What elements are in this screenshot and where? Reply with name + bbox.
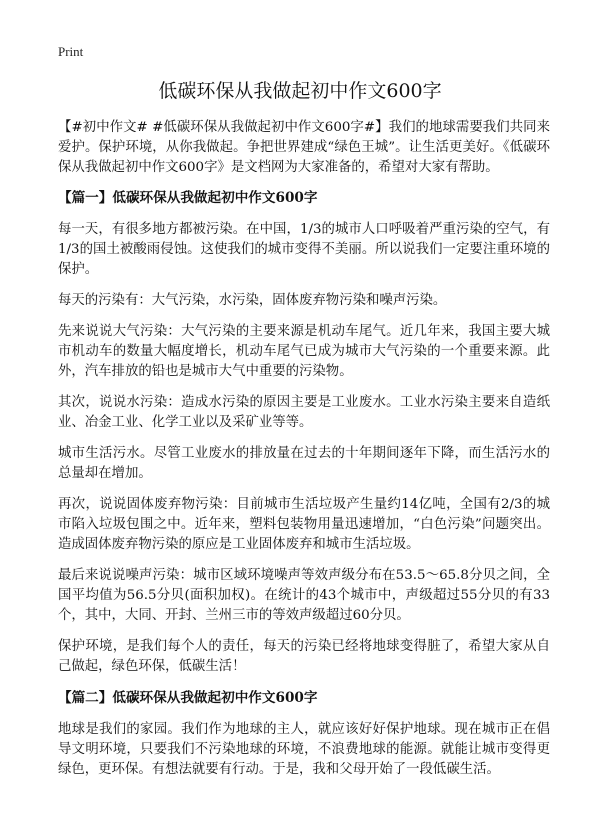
section-1-heading: 【篇一】低碳环保从我做起初中作文600字 — [58, 190, 318, 206]
section-1-paragraph-4: 其次，说说水污染：造成水污染的原因主要是工业废水。工业水污染主要来自造纸业、冶金工业、化学工业以及采矿业等等。 — [58, 395, 550, 430]
section-1-paragraph-3: 先来说说大气污染：大气污染的主要来源是机动车尾气。近几年来，我国主要大城市机动车的数量大幅度增长，机动车尾气已成为城市大气污染的一个重要来源。此外，汽车排放的铅也是城市大气中重要的污染物。 — [58, 324, 550, 379]
document-title: 低碳环保从我做起初中作文600字 — [158, 80, 442, 102]
section-1-paragraph-5: 城市生活污水。尽管工业废水的排放量在过去的十年期间逐年下降，而生活污水的总量却在增加。 — [58, 446, 550, 481]
section-1-paragraph-2: 每天的污染有：大气污染，水污染，固体废弃物污染和噪声污染。 — [58, 293, 447, 308]
section-1-paragraph-6: 再次，说说固体废弃物污染：目前城市生活垃圾产生量约14亿吨，全国有2/3的城市陷入垃圾包围之中。近年来，塑料包装物用量迅速增加，“白色污染”问题突出。造成固体废弃物污染的原应是工业固体废弃和城市生活垃圾。 — [58, 497, 550, 552]
section-1-paragraph-8: 保护环境，是我们每个人的责任，每天的污染已经将地球变得脏了，希望大家从自己做起，绿色环保，低碳生活！ — [58, 639, 550, 674]
section-2-paragraph-1: 地球是我们的家园。我们作为地球的主人，就应该好好保护地球。现在城市正在倡导文明环境，只要我们不污染地球的环境，不浪费地球的能源。就能让城市变得更绿色，更环保。有想法就要有行动。于是，我和父母开始了一段低碳生活。 — [58, 722, 550, 777]
section-2-heading: 【篇二】低碳环保从我做起初中作文600字 — [58, 690, 318, 706]
section-1-paragraph-1: 每一天，有很多地方都被污染。在中国，1/3的城市人口呼吸着严重污染的空气，有1/3的国土被酸雨侵蚀。这使我们的城市变得不美丽。所以说我们一定要注重环境的保护。 — [58, 222, 550, 277]
article-body — [58, 118, 550, 791]
print-link[interactable]: Print — [58, 44, 84, 59]
section-1-paragraph-7: 最后来说说噪声污染：城市区域环境噪声等效声级分布在53.5～65.8分贝之间，全国平均值为56.5分贝(面积加权)。在统计的43个城市中，声级超过55分贝的有33个，其中，大同、开封、兰州三市的等效声级超过60分贝。 — [58, 568, 550, 623]
intro-paragraph: 【#初中作文# #低碳环保从我做起初中作文600字#】我们的地球需要我们共同来爱护。保护环境，从你我做起。争把世界建成“绿色王城”。让生活更美好。《低碳环保从我做起初中作文600字》是文档网为大家准备的，希望对大家有帮助。 — [58, 120, 550, 175]
